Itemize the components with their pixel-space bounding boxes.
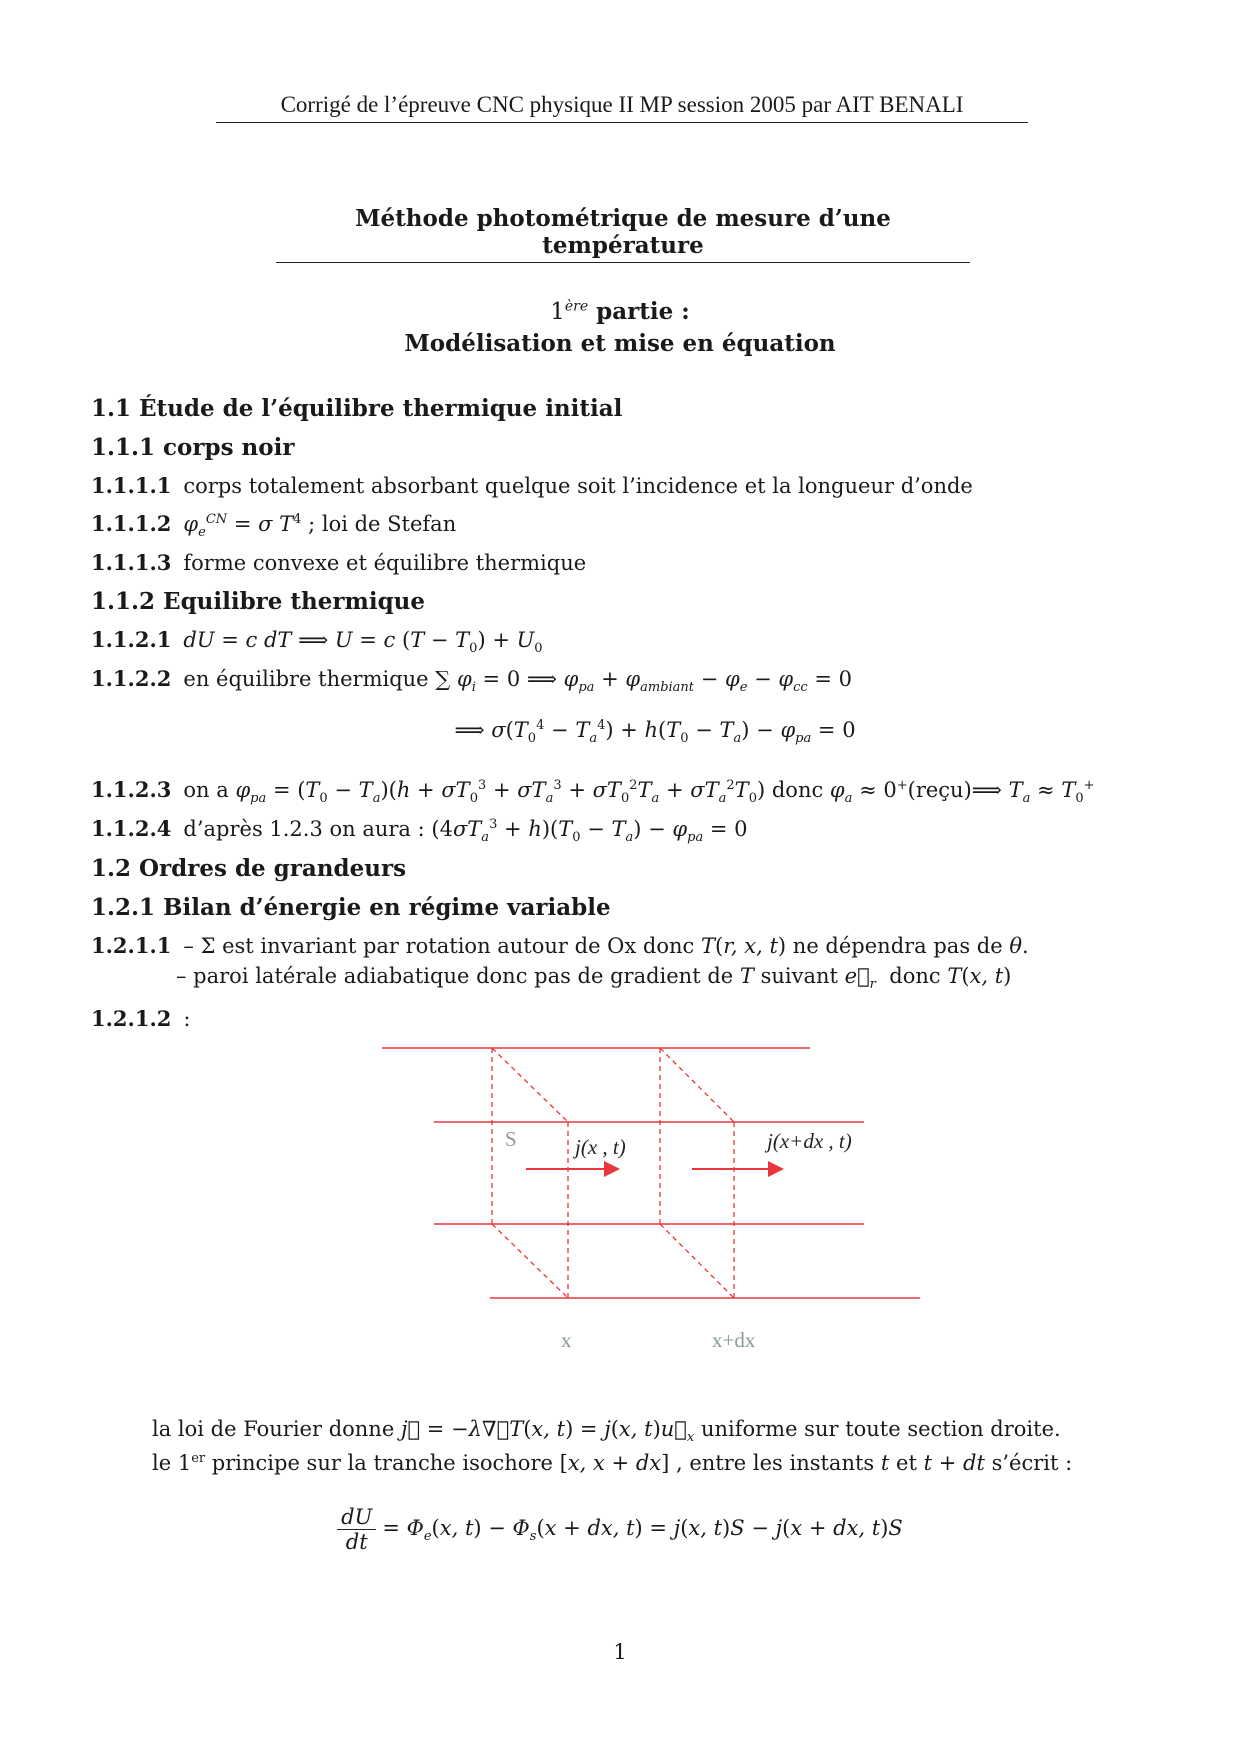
item-line1-a: – Σ est invariant par rotation autour de Ox donc [183, 934, 695, 958]
item-number: 1.2.1.2 [91, 1006, 172, 1031]
du-dt-fraction: $\frac{dU}{dt}$ [337, 1505, 376, 1554]
item-text: : [183, 1007, 191, 1031]
arrow-j-x [526, 1161, 620, 1177]
fourier-formula: j⃗ = −λ∇⃗T(x, t) = j(x, $t)u⃗_x$ [400, 1417, 695, 1446]
item-number: 1.1.2.4 [91, 816, 172, 841]
t-symbol: T [739, 964, 754, 988]
section-xdx-bottom-diag [660, 1224, 734, 1298]
stefan-formula: $\varphi_e^{CN} = \sigma$ $T^4$ [183, 512, 302, 541]
item-number: 1.1.1.1 [91, 473, 172, 498]
principe-text-d: et [896, 1451, 917, 1475]
item-number: 1.1.1.2 [91, 511, 172, 536]
linearized-formula: $(4\sigma T_a^3 + h)(T_0 - T_a) - \varphi_{pa} = 0$ [431, 817, 748, 846]
item-number: 1.1.2.3 [91, 777, 172, 802]
item-line2-b: suivant [760, 964, 838, 988]
item-text: forme convexe et équilibre thermique [183, 551, 587, 575]
item-1-2-1-1-line2 [176, 964, 1011, 992]
part-heading [0, 298, 1240, 325]
label-x: x [561, 1328, 572, 1352]
principe-line [152, 1451, 1072, 1475]
section-1-2-1: 1.2.1 Bilan d’énergie en régime variable [91, 894, 611, 921]
arrow-j-xdx [692, 1161, 784, 1177]
part-number: 1 [550, 299, 565, 325]
item-text: d’après 1.2.3 on aura : [183, 817, 425, 841]
slice-diagram [370, 1030, 940, 1370]
fourier-text-b: uniforme sur toute section droite. [700, 1417, 1061, 1441]
principe-text-e: s’écrit : [991, 1451, 1073, 1475]
principe-text-a: le 1 [152, 1451, 192, 1475]
phi-pa-formula: $\varphi_{pa} = (T_0 - T_a)(h + \sigma T_0^3 + \sigma T_a^3 + \sigma T_0^2T_a + \sigma T_a^2T_0)$ [235, 778, 766, 807]
t-dt-symbol: t + dt [923, 1451, 985, 1475]
interval-formula: [x, x + dx] [559, 1451, 670, 1475]
item-text-a: on a [183, 778, 229, 802]
item-text-b: donc [771, 778, 824, 802]
page-number: 1 [613, 1640, 627, 1664]
part-subtitle: Modélisation et mise en équation [404, 330, 836, 357]
item-text: ; loi de Stefan [308, 512, 457, 536]
item-number: 1.2.1.1 [91, 933, 172, 958]
er-vector: $e⃗_r$ [844, 964, 876, 993]
label-j-x: j(x , t) [575, 1135, 626, 1159]
principe-text-c: , entre les instants [676, 1451, 875, 1475]
item-number: 1.1.2.2 [91, 666, 172, 691]
section-1-1-2: 1.1.2 Equilibre thermique [91, 588, 426, 615]
item-1-1-2-3 [91, 777, 1095, 806]
item-line2-c: donc [889, 964, 941, 988]
item-1-2-1-1 [91, 933, 1029, 958]
section-x-bottom-diag [492, 1224, 568, 1298]
ta-approx: ⟹ $T_a \approx T_0^+$ [971, 778, 1095, 807]
part-number-sup: ère [564, 298, 589, 315]
item-1-2-1-2 [91, 1006, 190, 1031]
label-j-xdx: j(x+dx , t) [767, 1129, 852, 1153]
item-number: 1.1.2.1 [91, 627, 172, 652]
energy-balance-equation: $\frac{dU}{dt}$ = $\Phi_e(x$, $t) - \Phi_s(x$ + dx, t) = j(x, t)S − j(x + dx, t)S [0, 1505, 1240, 1554]
equation-balance: ⟹ $\sigma(T_0^4 - T_a^4) + h(T_0 - T_a) - \varphi_{pa} = 0$ [454, 718, 856, 747]
item-number: 1.1.1.3 [91, 550, 172, 575]
item-1-1-2-1 [91, 627, 543, 656]
energy-formula: dU = c dT ⟹ U = c $(T - T_0) + U_0$ [183, 628, 543, 657]
item-1-1-1-2 [91, 511, 456, 540]
fourier-line [152, 1417, 1061, 1445]
fourier-text-a: la loi de Fourier donne [152, 1417, 395, 1441]
item-line1-b: ne dépendra pas de [792, 934, 1003, 958]
label-x-dx: x+dx [712, 1328, 756, 1352]
item-1-1-2-2 [91, 666, 852, 695]
item-1-1-2-4 [91, 816, 748, 845]
flux-sum-formula: ∑ $\varphi_i = 0$ ⟹ $\varphi_{pa} + \varphi_{ambiant} - \varphi_e - \varphi_{cc} = 0$ [435, 667, 852, 696]
t-symbol: t [880, 1451, 890, 1475]
theta-symbol: θ. [1009, 934, 1029, 958]
principe-sup: er [191, 1451, 206, 1466]
item-text-c: (reçu) [907, 778, 972, 802]
item-text: en équilibre thermique [183, 667, 429, 691]
part-word: partie : [596, 298, 690, 325]
item-text: corps totalement absorbant quelque soit l’incidence et la longueur d’onde [183, 474, 973, 498]
item-1-1-1-1 [91, 473, 973, 498]
t-r-x-t: T(r, x, t) [700, 934, 787, 958]
t-x-t: T(x, t) [947, 964, 1012, 988]
item-1-1-1-3 [91, 550, 586, 575]
section-1-1-1: 1.1.1 corps noir [91, 434, 295, 461]
document-title: Méthode photométrique de mesure d’une température [276, 205, 970, 263]
phi-a-approx: $\varphi_a \approx 0^+$ [829, 778, 908, 807]
section-x-top-diag [492, 1048, 568, 1122]
label-s: S [505, 1127, 517, 1151]
section-1-2: 1.2 Ordres de grandeurs [91, 855, 407, 882]
principe-text-b: principe sur la tranche isochore [211, 1451, 553, 1475]
section-1-1: 1.1 Étude de l’équilibre thermique initial [91, 395, 623, 422]
page-header: Corrigé de l’épreuve CNC physique II MP session 2005 par AIT BENALI [216, 92, 1028, 123]
section-xdx-top-diag [660, 1048, 734, 1122]
item-line2-a: – paroi latérale adiabatique donc pas de gradient de [176, 964, 734, 988]
